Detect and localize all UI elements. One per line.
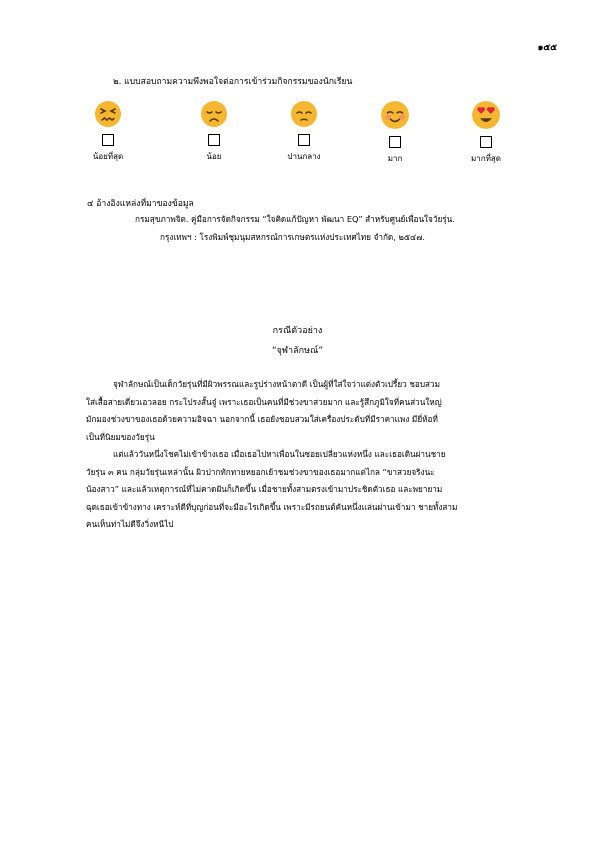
paragraph-line: แต่แล้ววันหนึ่งโชคไม่เข้าข้างเธอ เมื่อเธอไปหาเพื่อนในซอยเปลี่ยวแห่งหนึ่ง และเธอเดินผ่านชาย: [113, 449, 446, 459]
reference-line: กรมสุขภาพจิต. คู่มือการจัดกิจกรรม “ใจคิดแก้ปัญหา พัฒนา EQ” สำหรับศูนย์เพื่อนใจวัยรุ่น.: [135, 214, 455, 224]
rating-label: ปานกลาง: [287, 152, 321, 161]
paragraph-line: น้องสาว” และแล้วเหตุการณ์ที่ไม่คาดฝันก็เกิดขึ้น เมื่อชายทั้งสามตรงเข้ามาประชิดตัวเธอ และพยายาม: [86, 484, 443, 494]
rating-option-least[interactable]: [68, 100, 148, 163]
rating-label: น้อย: [206, 152, 222, 161]
rating-label: มาก: [387, 154, 403, 163]
rating-option-low[interactable]: [174, 100, 254, 163]
checkbox-least[interactable]: [102, 134, 114, 146]
rating-option-highest[interactable]: [446, 100, 526, 165]
rating-label: มากที่สุด: [471, 154, 501, 163]
satisfaction-rating-scale: [78, 100, 548, 170]
references-title: ๔ อ้างอิงแหล่งที่มาของข้อมูล: [87, 199, 194, 209]
rating-label: น้อยที่สุด: [92, 152, 124, 161]
case-paragraph-1: [86, 376, 554, 446]
checkbox-highest[interactable]: [480, 136, 492, 148]
case-paragraph-2: [86, 446, 554, 534]
checkbox-low[interactable]: [208, 134, 220, 146]
rating-option-moderate[interactable]: [264, 100, 344, 163]
paragraph-line: จุฬาลักษณ์เป็นเด็กวัยรุ่นที่มีผิวพรรณและรูปร่างหน้าตาดี เป็นผู้ที่ใส่ใจว่าแต่งตัวเปรี้ยว ชอบสวม: [113, 379, 441, 389]
reference-line: กรุงเทพฯ : โรงพิมพ์ชุมนุมสหกรณ์การเกษตรแห่งประเทศไทย จำกัด, ๒๕๔๗.: [160, 232, 425, 242]
checkbox-high[interactable]: [389, 136, 401, 148]
case-name: “จุฬาลักษณ์”: [271, 346, 324, 356]
case-heading: กรณีตัวอย่าง: [272, 326, 323, 336]
disappointed-face-icon: [200, 100, 228, 128]
paragraph-line: ใส่เสื้อสายเดี่ยวเอวลอย กระโปรงสั้นจู๋ เพราะเธอเป็นคนที่มีช่วงขาสวยมาก และรู้สึกภูมิใจที่คนส่วนใหญ่: [86, 396, 442, 407]
paragraph-line: คนเห็นท่าไม่ดีจึงวิ่งหนีไป: [86, 519, 174, 529]
smiling-face-icon: [380, 100, 410, 130]
rating-option-high[interactable]: [355, 100, 435, 165]
pensive-face-icon: [290, 100, 318, 128]
paragraph-line: มักมองช่วงขาของเธอด้วยความอิจฉา นอกจากนี้ เธอยังชอบสวมใส่เครื่องประดับที่มีราคาแพง มียี่ห้อที่: [86, 414, 438, 424]
page-number: ๑๕๕: [537, 43, 557, 53]
paragraph-line: เป็นที่นิยมของวัยรุ่น: [86, 431, 155, 442]
confounded-face-icon: [94, 100, 122, 128]
heart-eyes-face-icon: [471, 100, 501, 130]
paragraph-line: วัยรุ่น ๓ คน กลุ่มวัยรุ่นเหล่านั้น ผิวปากทักทายหยอกเย้าชมช่วงขาของเธอมากแต่ไกล “ขาสวยจริงนะ: [86, 466, 435, 477]
paragraph-line: ฉุดเธอเข้าข้างทาง เคราะห์ดีที่บุญก่อนที่จะมีอะไรเกิดขึ้น เพราะมีรถยนต์คันหนึ่งแล่นผ่านเข้ามา ชายทั้งสาม: [86, 501, 458, 512]
section-title: ๒. แบบสอบถามความพึงพอใจต่อการเข้าร่วมกิจกรรมของนักเรียน: [113, 77, 353, 87]
checkbox-moderate[interactable]: [298, 134, 310, 146]
